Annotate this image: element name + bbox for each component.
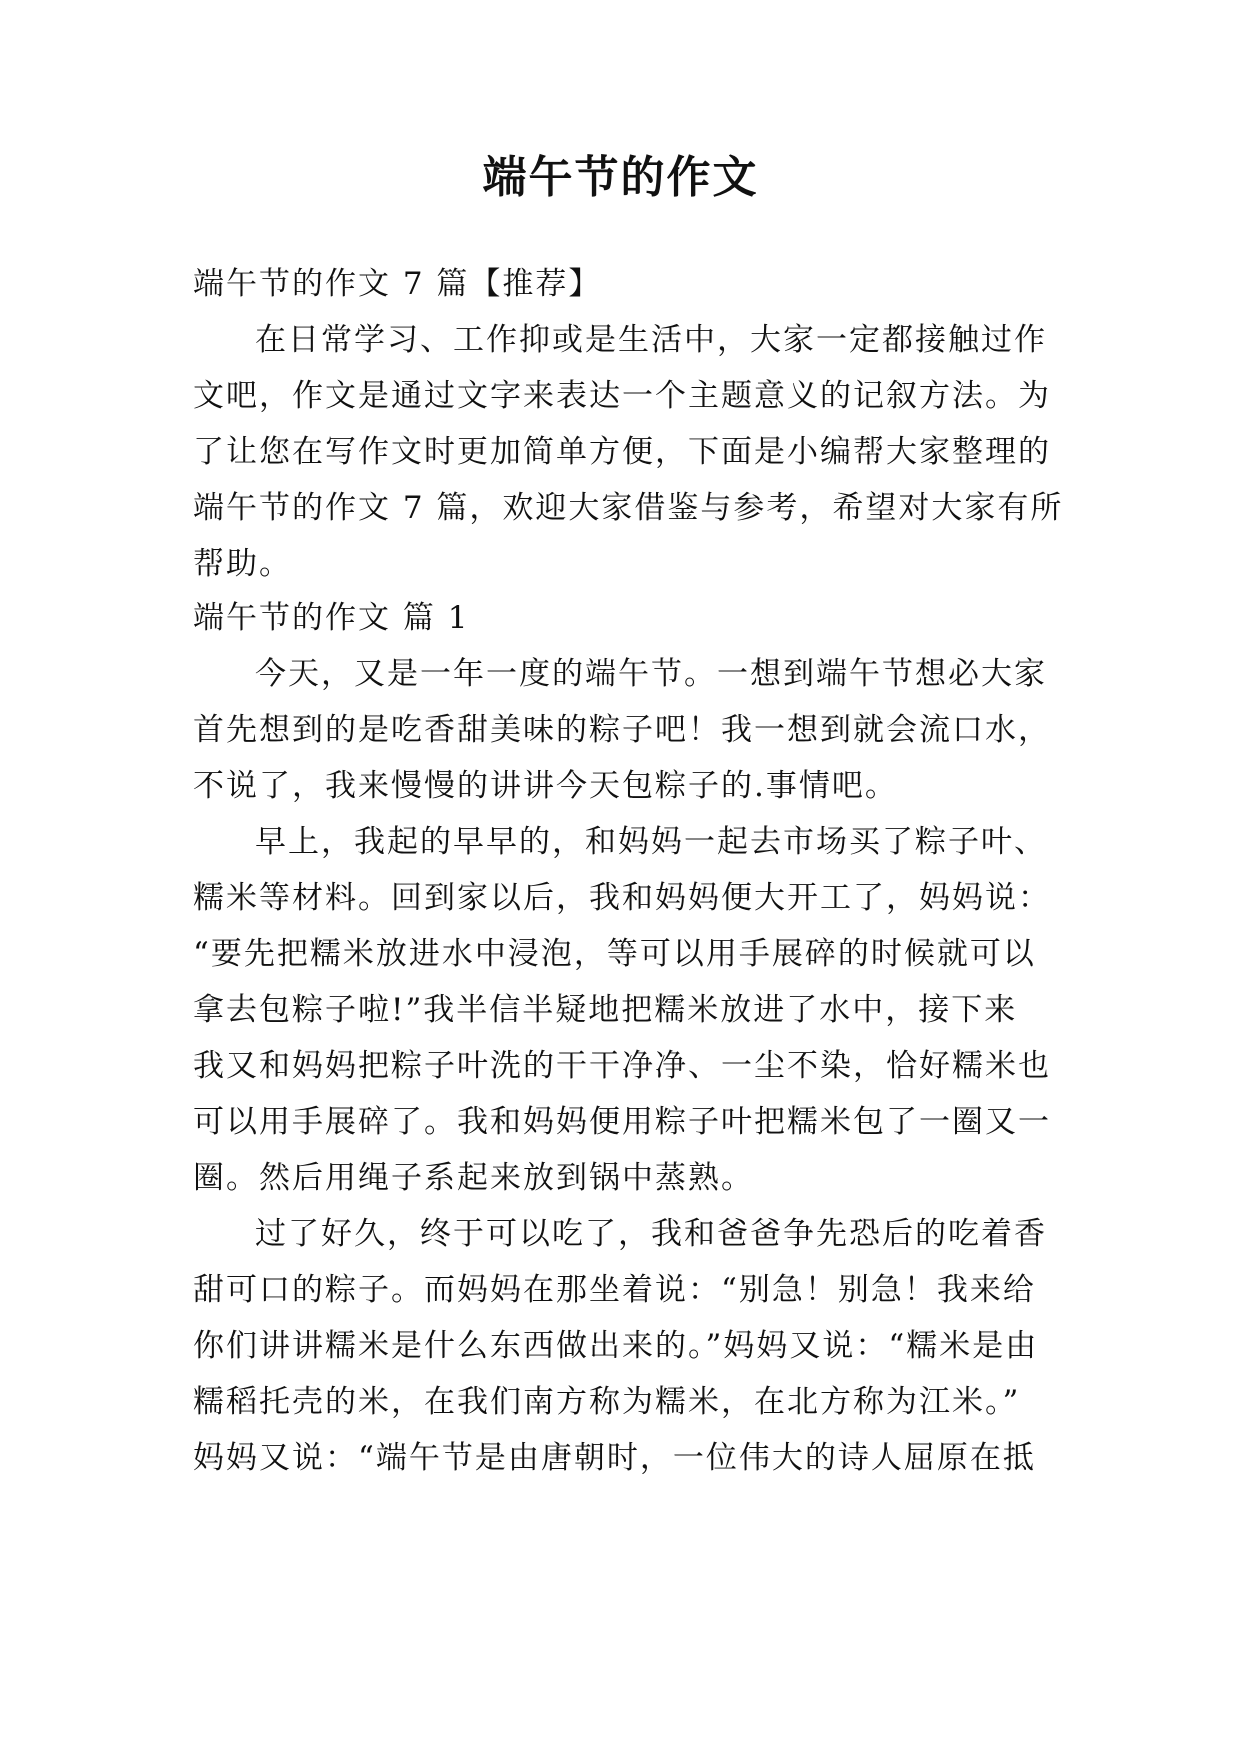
body-line: 你们讲讲糯米是什么东西做出来的。”妈妈又说：“糯米是由 — [193, 1328, 1039, 1364]
intro-line: 端午节的作文 7 篇，欢迎大家借鉴与参考，希望对大家有所 — [193, 490, 1064, 526]
document-title: 端午节的作文 — [482, 152, 759, 203]
body-line: 甜可口的粽子。而妈妈在那坐着说：“别急！别急！我来给 — [193, 1272, 1036, 1308]
intro-line: 文吧，作文是通过文字来表达一个主题意义的记叙方法。为 — [193, 378, 1051, 414]
body-line: “要先把糯米放进水中浸泡，等可以用手展碎的时候就可以 — [193, 936, 1036, 972]
document-subtitle: 端午节的作文 7 篇【推荐】 — [193, 266, 602, 302]
body-line: 妈妈又说：“端午节是由唐朝时，一位伟大的诗人屈原在抵 — [193, 1440, 1036, 1476]
body-line: 今天，又是一年一度的端午节。一想到端午节想必大家 — [255, 656, 1047, 692]
body-line: 圈。然后用绳子系起来放到锅中蒸熟。 — [193, 1160, 754, 1196]
body-line: 糯稻托壳的米，在我们南方称为糯米，在北方称为江米。” — [193, 1384, 1021, 1420]
body-line: 不说了，我来慢慢的讲讲今天包粽子的.事情吧。 — [193, 768, 898, 804]
section-heading: 端午节的作文 篇 1 — [193, 600, 470, 636]
intro-line: 了让您在写作文时更加简单方便，下面是小编帮大家整理的 — [193, 434, 1051, 470]
intro-line: 帮助。 — [193, 546, 292, 582]
body-line: 我又和妈妈把粽子叶洗的干干净净、一尘不染，恰好糯米也 — [193, 1048, 1051, 1084]
body-line: 过了好久，终于可以吃了，我和爸爸争先恐后的吃着香 — [255, 1216, 1047, 1252]
body-line: 首先想到的是吃香甜美味的粽子吧！我一想到就会流口水， — [193, 712, 1051, 748]
body-line: 早上，我起的早早的，和妈妈一起去市场买了粽子叶、 — [255, 824, 1047, 860]
body-line: 拿去包粽子啦!”我半信半疑地把糯米放进了水中，接下来 — [193, 992, 1018, 1028]
body-line: 糯米等材料。回到家以后，我和妈妈便大开工了，妈妈说： — [193, 880, 1051, 916]
intro-line: 在日常学习、工作抑或是生活中，大家一定都接触过作 — [255, 322, 1047, 358]
body-line: 可以用手展碎了。我和妈妈便用粽子叶把糯米包了一圈又一 — [193, 1104, 1051, 1140]
